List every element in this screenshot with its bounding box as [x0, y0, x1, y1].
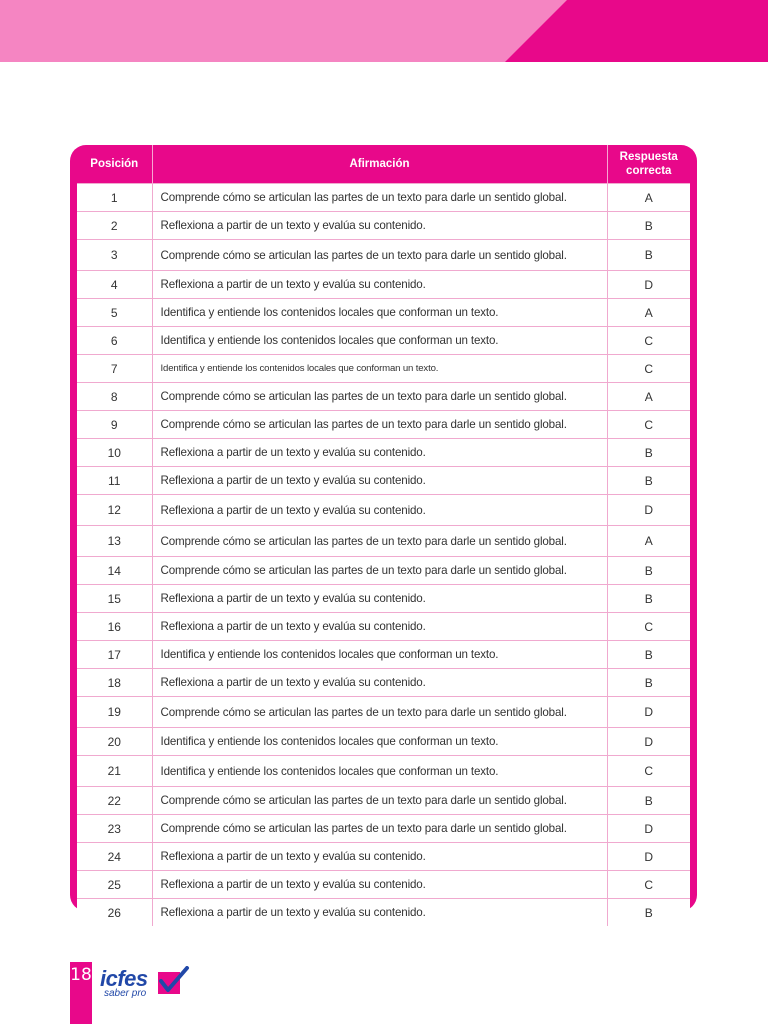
position-cell: 2	[77, 212, 152, 240]
table-row	[77, 526, 690, 557]
table-row	[77, 240, 690, 271]
icfes-logo	[100, 966, 190, 1002]
statement-cell: Comprende cómo se articulan las partes de un texto para darle un sentido global.	[152, 240, 607, 271]
position-cell: 14	[77, 557, 152, 585]
answer-cell: A	[607, 383, 690, 411]
table-body	[77, 184, 690, 927]
answer-cell: D	[607, 815, 690, 843]
position-cell: 4	[77, 271, 152, 299]
table-row	[77, 899, 690, 927]
page-number: 18	[70, 965, 92, 985]
position-cell: 19	[77, 697, 152, 728]
position-cell: 25	[77, 871, 152, 899]
answer-cell: B	[607, 669, 690, 697]
statement-cell: Comprende cómo se articulan las partes de un texto para darle un sentido global.	[152, 697, 607, 728]
table-row	[77, 439, 690, 467]
position-cell: 5	[77, 299, 152, 327]
statement-cell: Comprende cómo se articulan las partes de un texto para darle un sentido global.	[152, 184, 607, 212]
position-cell: 3	[77, 240, 152, 271]
answer-cell: B	[607, 585, 690, 613]
answer-key-table-card	[70, 145, 697, 920]
statement-cell: Reflexiona a partir de un texto y evalúa su contenido.	[152, 585, 607, 613]
table-row	[77, 728, 690, 756]
answer-cell: C	[607, 327, 690, 355]
answer-cell: B	[607, 557, 690, 585]
statement-cell: Identifica y entiende los contenidos locales que conforman un texto.	[152, 641, 607, 669]
statement-cell: Reflexiona a partir de un texto y evalúa su contenido.	[152, 613, 607, 641]
position-cell: 9	[77, 411, 152, 439]
position-cell: 12	[77, 495, 152, 526]
table-row	[77, 184, 690, 212]
answer-cell: A	[607, 526, 690, 557]
header-answer-line1: Respuesta	[619, 151, 678, 163]
answer-cell: C	[607, 355, 690, 383]
table-row	[77, 212, 690, 240]
statement-cell: Identifica y entiende los contenidos locales que conforman un texto.	[152, 728, 607, 756]
answer-cell: A	[607, 184, 690, 212]
answer-cell: B	[607, 899, 690, 927]
table-row	[77, 271, 690, 299]
answer-cell: D	[607, 495, 690, 526]
table-row	[77, 613, 690, 641]
statement-cell: Comprende cómo se articulan las partes de un texto para darle un sentido global.	[152, 383, 607, 411]
position-cell: 16	[77, 613, 152, 641]
answer-cell: C	[607, 613, 690, 641]
statement-cell: Comprende cómo se articulan las partes de un texto para darle un sentido global.	[152, 815, 607, 843]
position-cell: 21	[77, 756, 152, 787]
header-position: Posición	[77, 145, 152, 184]
answer-cell: B	[607, 787, 690, 815]
table-row	[77, 787, 690, 815]
answer-cell: C	[607, 411, 690, 439]
statement-cell: Identifica y entiende los contenidos locales que conforman un texto.	[152, 327, 607, 355]
header-answer-line2: correcta	[626, 165, 672, 177]
statement-cell: Reflexiona a partir de un texto y evalúa su contenido.	[152, 871, 607, 899]
table-row	[77, 411, 690, 439]
table-row	[77, 843, 690, 871]
checkmark-icon	[156, 966, 190, 996]
statement-cell: Reflexiona a partir de un texto y evalúa su contenido.	[152, 467, 607, 495]
position-cell: 24	[77, 843, 152, 871]
statement-cell: Comprende cómo se articulan las partes de un texto para darle un sentido global.	[152, 787, 607, 815]
answer-cell: B	[607, 240, 690, 271]
position-cell: 15	[77, 585, 152, 613]
answer-cell: B	[607, 467, 690, 495]
statement-cell: Identifica y entiende los contenidos locales que conforman un texto.	[152, 299, 607, 327]
statement-cell: Comprende cómo se articulan las partes de un texto para darle un sentido global.	[152, 526, 607, 557]
position-cell: 23	[77, 815, 152, 843]
logo-subtext: saber pro	[104, 988, 147, 999]
answer-key-table	[77, 145, 690, 926]
page-number-band	[70, 962, 92, 1024]
position-cell: 11	[77, 467, 152, 495]
table-row	[77, 585, 690, 613]
header-band-graphic	[0, 0, 768, 62]
answer-cell: B	[607, 439, 690, 467]
answer-cell: B	[607, 212, 690, 240]
answer-cell: A	[607, 299, 690, 327]
statement-cell: Reflexiona a partir de un texto y evalúa su contenido.	[152, 843, 607, 871]
table-row	[77, 495, 690, 526]
statement-cell: Comprende cómo se articulan las partes de un texto para darle un sentido global.	[152, 557, 607, 585]
position-cell: 7	[77, 355, 152, 383]
statement-cell: Reflexiona a partir de un texto y evalúa su contenido.	[152, 439, 607, 467]
table-row	[77, 355, 690, 383]
table-row	[77, 871, 690, 899]
position-cell: 18	[77, 669, 152, 697]
table-row	[77, 299, 690, 327]
position-cell: 22	[77, 787, 152, 815]
answer-cell: D	[607, 843, 690, 871]
statement-cell: Reflexiona a partir de un texto y evalúa su contenido.	[152, 212, 607, 240]
statement-cell: Reflexiona a partir de un texto y evalúa su contenido.	[152, 271, 607, 299]
statement-cell: Reflexiona a partir de un texto y evalúa su contenido.	[152, 899, 607, 927]
table-row	[77, 327, 690, 355]
table-row	[77, 383, 690, 411]
table-row	[77, 557, 690, 585]
table-row	[77, 697, 690, 728]
table-row	[77, 467, 690, 495]
position-cell: 20	[77, 728, 152, 756]
table-row	[77, 815, 690, 843]
table-row	[77, 669, 690, 697]
logo-text: icfes	[100, 966, 148, 991]
position-cell: 1	[77, 184, 152, 212]
answer-cell: B	[607, 641, 690, 669]
statement-cell: Identifica y entiende los contenidos locales que conforman un texto.	[152, 756, 607, 787]
table-row	[77, 756, 690, 787]
position-cell: 10	[77, 439, 152, 467]
answer-cell: D	[607, 697, 690, 728]
header-statement: Afirmación	[152, 145, 607, 184]
answer-cell: D	[607, 271, 690, 299]
position-cell: 13	[77, 526, 152, 557]
table-header-row	[77, 145, 690, 184]
position-cell: 6	[77, 327, 152, 355]
statement-cell: Reflexiona a partir de un texto y evalúa su contenido.	[152, 495, 607, 526]
position-cell: 26	[77, 899, 152, 927]
statement-cell: Identifica y entiende los contenidos locales que conforman un texto.	[152, 355, 607, 383]
statement-cell: Comprende cómo se articulan las partes de un texto para darle un sentido global.	[152, 411, 607, 439]
header-answer	[607, 145, 690, 184]
header-band	[0, 0, 768, 62]
position-cell: 8	[77, 383, 152, 411]
table-row	[77, 641, 690, 669]
answer-cell: D	[607, 728, 690, 756]
statement-cell: Reflexiona a partir de un texto y evalúa su contenido.	[152, 669, 607, 697]
position-cell: 17	[77, 641, 152, 669]
answer-cell: C	[607, 871, 690, 899]
answer-cell: C	[607, 756, 690, 787]
